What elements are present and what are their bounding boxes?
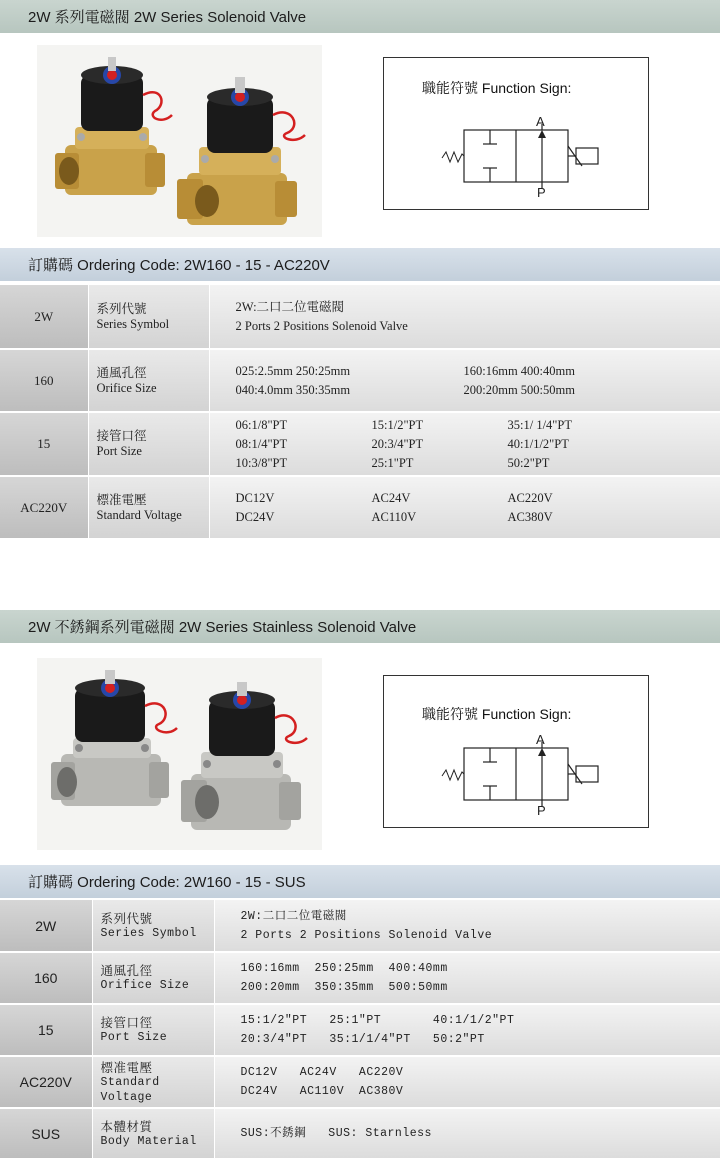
row-values <box>214 900 720 952</box>
row-name-en: Orifice Size <box>101 978 214 993</box>
row-name <box>88 412 209 476</box>
row-name-en: Body Material <box>101 1134 214 1149</box>
row-name <box>88 285 209 349</box>
value-line: DC24V AC110V AC380V <box>241 1082 720 1101</box>
value-line: SUS:不銹鋼 SUS: Starnless <box>241 1124 720 1143</box>
row-name-en: Orifice Size <box>97 381 209 396</box>
row-code: 160 <box>0 952 92 1004</box>
table-row <box>0 476 720 539</box>
row-name <box>88 349 209 412</box>
function-sign-title: 職能符號 Function Sign: <box>422 78 571 98</box>
stainless-valve-illustration <box>37 658 322 850</box>
row-name-zh: 系列代號 <box>97 302 209 317</box>
row-name-zh: 接管口徑 <box>101 1015 214 1030</box>
row-code: AC220V <box>0 476 88 539</box>
row-name-en: Standard Voltage <box>101 1075 214 1105</box>
value-cell: 200:20mm 500:50mm <box>464 381 664 400</box>
value-cell: 15:1/2"PT <box>372 416 508 435</box>
value-cell: DC24V <box>236 508 372 527</box>
table-row <box>0 952 720 1004</box>
row-name-zh: 接管口徑 <box>97 429 209 444</box>
row-name-en: Series Symbol <box>101 926 214 941</box>
value-cell: 10:3/8"PT <box>236 454 372 473</box>
row-name-zh: 系列代號 <box>101 911 214 926</box>
section1-title: 2W 系列電磁閥 2W Series Solenoid Valve <box>28 6 306 27</box>
ordering-code-text: 訂購碼 Ordering Code: 2W160 - 15 - AC220V <box>28 254 330 275</box>
row-values <box>214 952 720 1004</box>
row-name <box>92 900 214 952</box>
row-code: AC220V <box>0 1056 92 1108</box>
row-name <box>92 1056 214 1108</box>
row-name-zh: 標准電壓 <box>97 493 209 508</box>
row-values <box>214 1108 720 1159</box>
value-line: 200:20mm 350:35mm 500:50mm <box>241 978 720 997</box>
row-name-zh: 通風孔徑 <box>101 963 214 978</box>
value-line <box>236 416 720 435</box>
value-cell: AC220V <box>508 489 648 508</box>
brass-valve-photo <box>37 45 322 237</box>
value-line: 20:3/4"PT 35:1/1/4"PT 50:2"PT <box>241 1030 720 1049</box>
value-line <box>236 381 720 400</box>
ordering-code-header-2 <box>0 865 720 898</box>
value-cell: AC380V <box>508 508 648 527</box>
spec-table-2 <box>0 900 720 1160</box>
row-name-en: Port Size <box>97 444 209 459</box>
row-values <box>209 412 720 476</box>
section2-header <box>0 610 720 643</box>
port-p-label: P <box>537 803 546 818</box>
table-row <box>0 900 720 952</box>
value-cell: 2W:二口二位電磁閥 <box>236 298 345 317</box>
row-values <box>209 285 720 349</box>
stainless-valve-photo <box>37 658 322 850</box>
row-code: 160 <box>0 349 88 412</box>
value-line <box>236 298 720 317</box>
value-cell: 160:16mm 400:40mm <box>464 362 664 381</box>
value-line: 15:1/2"PT 25:1"PT 40:1/1/2"PT <box>241 1011 720 1030</box>
row-code: 15 <box>0 1004 92 1056</box>
brass-valve-illustration <box>37 45 322 237</box>
port-a-label: A <box>536 114 545 129</box>
port-p-label: P <box>537 185 546 200</box>
value-cell: DC12V <box>236 489 372 508</box>
row-name <box>92 1004 214 1056</box>
section1-header <box>0 0 720 33</box>
row-code: SUS <box>0 1108 92 1159</box>
table-row <box>0 285 720 349</box>
function-sign-box-1 <box>383 57 649 210</box>
value-line <box>236 508 720 527</box>
row-code: 15 <box>0 412 88 476</box>
row-name-zh: 通風孔徑 <box>97 366 209 381</box>
table-row <box>0 412 720 476</box>
value-line: 2W:二口二位電磁閥 <box>241 907 720 926</box>
table-row <box>0 1056 720 1108</box>
section2-title: 2W 不銹鋼系列電磁閥 2W Series Stainless Solenoid Valve <box>28 616 416 637</box>
ordering-code-header-1 <box>0 248 720 281</box>
table-row <box>0 349 720 412</box>
row-name-en: Series Symbol <box>97 317 209 332</box>
row-name <box>88 476 209 539</box>
value-line <box>236 489 720 508</box>
value-line <box>236 362 720 381</box>
value-cell: 50:2"PT <box>508 454 648 473</box>
spec-table-1 <box>0 285 720 540</box>
value-cell: 06:1/8"PT <box>236 416 372 435</box>
function-sign-title: 職能符號 Function Sign: <box>422 704 571 724</box>
row-values <box>209 476 720 539</box>
value-cell: AC110V <box>372 508 508 527</box>
value-line <box>236 317 720 336</box>
value-line: 160:16mm 250:25mm 400:40mm <box>241 959 720 978</box>
row-name <box>92 952 214 1004</box>
value-line <box>236 454 720 473</box>
value-cell: 40:1/1/2"PT <box>508 435 648 454</box>
table-row <box>0 1108 720 1159</box>
valve-symbol-icon <box>384 676 650 829</box>
value-cell: 040:4.0mm 350:35mm <box>236 381 464 400</box>
row-values <box>214 1004 720 1056</box>
value-cell: 25:1"PT <box>372 454 508 473</box>
row-values <box>214 1056 720 1108</box>
row-name <box>92 1108 214 1159</box>
row-values <box>209 349 720 412</box>
table-row <box>0 1004 720 1056</box>
row-name-en: Standard Voltage <box>97 508 209 523</box>
value-cell: 025:2.5mm 250:25mm <box>236 362 464 381</box>
row-name-zh: 標准電壓 <box>101 1060 214 1075</box>
value-cell: 20:3/4"PT <box>372 435 508 454</box>
row-name-zh: 本體材質 <box>101 1119 214 1134</box>
value-line: 2 Ports 2 Positions Solenoid Valve <box>241 926 720 945</box>
value-cell: 2 Ports 2 Positions Solenoid Valve <box>236 317 408 336</box>
port-a-label: A <box>536 732 545 747</box>
row-code: 2W <box>0 285 88 349</box>
valve-symbol-icon <box>384 58 650 211</box>
value-line: DC12V AC24V AC220V <box>241 1063 720 1082</box>
row-code: 2W <box>0 900 92 952</box>
value-cell: 08:1/4"PT <box>236 435 372 454</box>
row-name-en: Port Size <box>101 1030 214 1045</box>
value-line <box>236 435 720 454</box>
value-cell: AC24V <box>372 489 508 508</box>
ordering-code-text: 訂購碼 Ordering Code: 2W160 - 15 - SUS <box>28 871 306 892</box>
value-cell: 35:1/ 1/4"PT <box>508 416 648 435</box>
function-sign-box-2 <box>383 675 649 828</box>
